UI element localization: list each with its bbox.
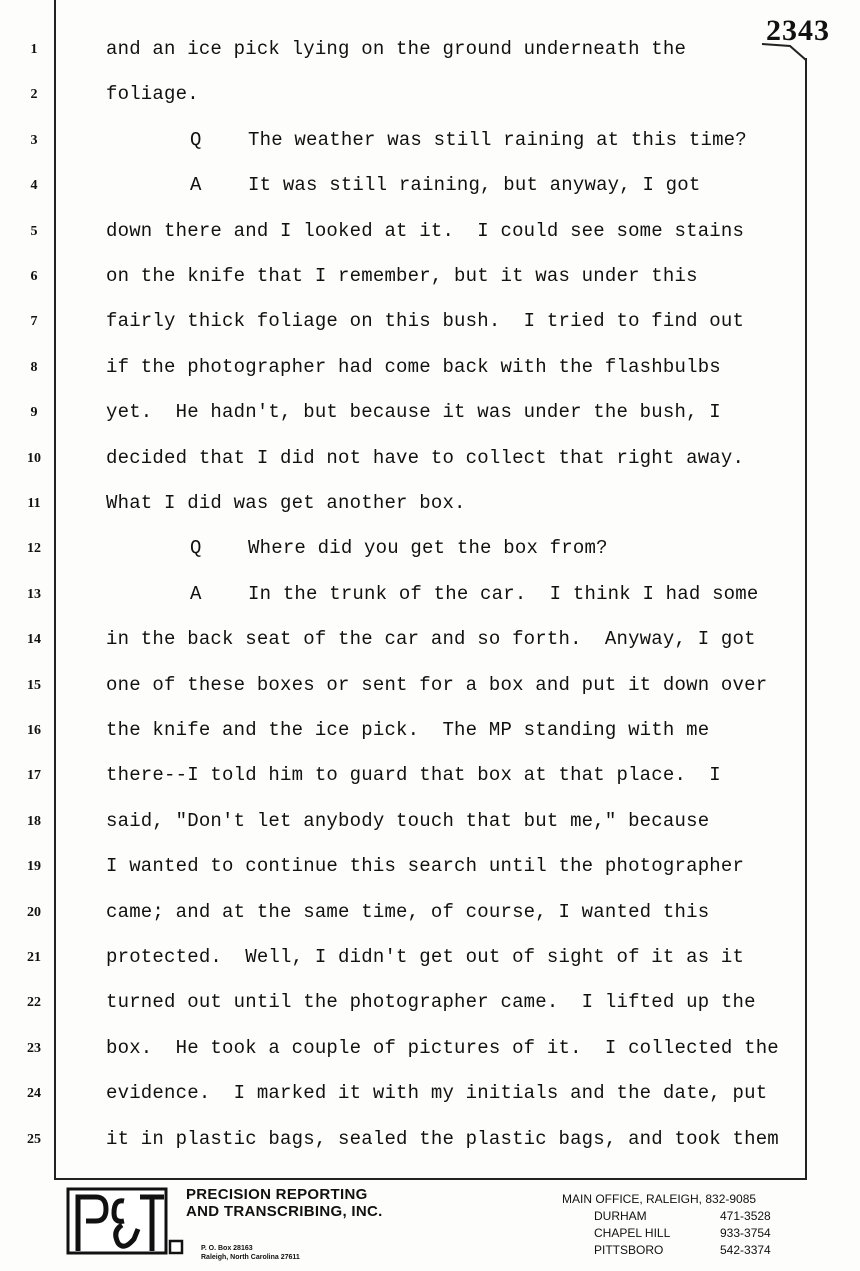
line-number: 18 (27, 813, 41, 829)
transcript-line: A It was still raining, but anyway, I got (190, 174, 701, 197)
transcript-line: if the photographer had come back with the flashbulbs (106, 355, 721, 378)
line-number: 8 (30, 359, 38, 375)
transcript-line: on the knife that I remember, but it was under this (106, 265, 698, 287)
transcript-line: I wanted to continue this search until the photographer (106, 855, 745, 878)
transcript-line: A In the trunk of the car. I think I had some (190, 582, 759, 605)
office-phone-durham: 471-3528 (720, 1209, 771, 1223)
office-name-pittsboro: PITTSBORO (594, 1243, 664, 1257)
office-phone-chapel-hill: 933-3754 (720, 1226, 771, 1240)
line-number: 7 (30, 314, 38, 330)
line-number: 5 (30, 223, 38, 239)
office-name-chapel-hill: CHAPEL HILL (594, 1226, 671, 1240)
page-number: 2343 (766, 14, 830, 47)
transcript-line: in the back seat of the car and so forth. Anyway, I got (106, 628, 756, 651)
transcript-line: box. He took a couple of pictures of it. I collected the (106, 1036, 779, 1059)
transcript-line: down there and I looked at it. I could see some stains (106, 219, 745, 242)
pt-logo (66, 1185, 184, 1259)
line-number: 14 (27, 632, 41, 648)
transcript-line: said, "Don't let anybody touch that but me," because (106, 809, 710, 832)
line-number: 22 (27, 995, 41, 1011)
line-number: 21 (27, 950, 41, 965)
transcript-line: turned out until the photographer came. I lifted up the (106, 991, 756, 1014)
line-number: 15 (27, 677, 41, 693)
address-line1: P. O. Box 28163 (201, 1245, 253, 1252)
transcript-line: came; and at the same time, of course, I wanted this (106, 900, 710, 923)
transcript-line: protected. Well, I didn't get out of sight of it as it (106, 946, 745, 968)
line-number: 20 (27, 904, 41, 920)
right-margin-rule (805, 58, 807, 1180)
line-number: 11 (27, 496, 41, 511)
transcript-line: evidence. I marked it with my initials and the date, put (106, 1082, 768, 1105)
transcript-line: one of these boxes or sent for a box and put it down over (106, 673, 768, 696)
office-name-durham: DURHAM (594, 1209, 647, 1223)
transcript-line: and an ice pick lying on the ground underneath the (106, 38, 687, 60)
line-number: 12 (27, 541, 41, 557)
transcript-line: there--I told him to guard that box at that place. I (106, 764, 721, 787)
line-number: 13 (27, 586, 41, 602)
line-number: 24 (27, 1086, 41, 1102)
transcript-line: What I did was get another box. (106, 492, 466, 514)
transcript-line: the knife and the ice pick. The MP standing with me (106, 719, 710, 741)
line-number: 9 (30, 405, 38, 421)
firm-name-line1: PRECISION REPORTING (186, 1186, 368, 1203)
left-margin-rule (54, 0, 56, 1180)
line-number: 17 (27, 768, 41, 784)
firm-name-line2: AND TRANSCRIBING, INC. (186, 1203, 383, 1220)
line-number: 1 (30, 42, 38, 57)
transcript-line: it in plastic bags, sealed the plastic bags, and took them (106, 1127, 779, 1150)
line-number: 4 (30, 178, 38, 194)
line-number: 23 (27, 1040, 41, 1056)
bottom-margin-rule (54, 1178, 807, 1180)
transcript-line: fairly thick foliage on this bush. I tried to find out (106, 310, 745, 333)
main-office: MAIN OFFICE, RALEIGH, 832-9085 (562, 1192, 757, 1206)
transcript-line: foliage. (106, 83, 199, 106)
firm-address (201, 1244, 300, 1262)
transcript-line: Q Where did you get the box from? (190, 537, 608, 560)
address-line2: Raleigh, North Carolina 27611 (201, 1254, 300, 1261)
line-number: 10 (27, 450, 41, 466)
transcript-line: Q The weather was still raining at this time? (190, 128, 747, 151)
transcript-line: decided that I did not have to collect that right away. (106, 446, 745, 469)
line-number: 19 (27, 859, 41, 875)
line-number: 2 (30, 87, 38, 103)
line-number: 3 (30, 132, 38, 148)
line-number: 16 (27, 723, 41, 738)
firm-name (186, 1186, 383, 1220)
line-number: 25 (27, 1131, 41, 1147)
line-number: 6 (30, 269, 38, 284)
office-phone-pittsboro: 542-3374 (720, 1243, 771, 1257)
transcript-line: yet. He hadn't, but because it was under the bush, I (106, 401, 721, 424)
